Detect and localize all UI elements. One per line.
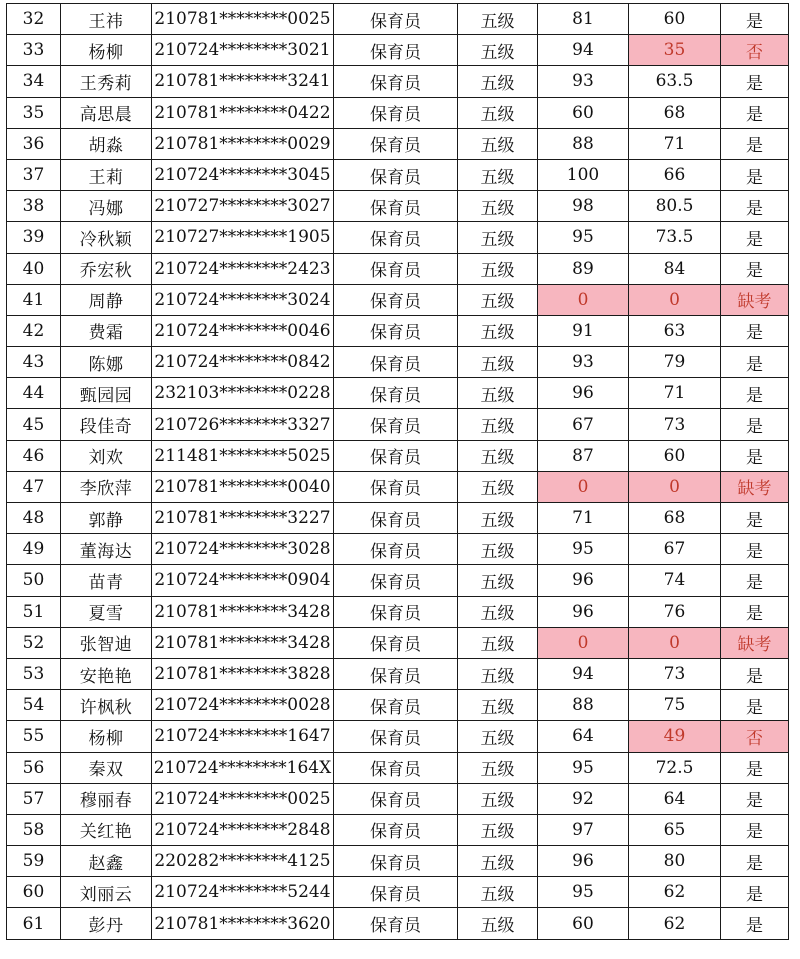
- theory-score-cell: 96: [538, 378, 629, 409]
- level-cell: 五级: [458, 4, 538, 35]
- occupation-cell: 保育员: [334, 191, 458, 222]
- theory-score-cell: 64: [538, 721, 629, 752]
- id-number-cell: 210781********3428: [152, 627, 334, 658]
- occupation-cell: 保育员: [334, 846, 458, 877]
- row-number-cell: 51: [7, 596, 61, 627]
- name-cell: 郭静: [61, 503, 152, 534]
- theory-score-cell: 95: [538, 222, 629, 253]
- id-number-cell: 210724********3024: [152, 284, 334, 315]
- level-cell: 五级: [458, 97, 538, 128]
- row-number-cell: 61: [7, 908, 61, 939]
- skill-score-cell: 73: [629, 658, 721, 689]
- skill-score-cell: 49: [629, 721, 721, 752]
- name-cell: 夏雪: [61, 596, 152, 627]
- pass-status-cell: 是: [721, 908, 789, 939]
- row-number-cell: 44: [7, 378, 61, 409]
- table-row: [7, 565, 789, 596]
- theory-score-cell: 100: [538, 159, 629, 190]
- table-row: [7, 596, 789, 627]
- id-number-cell: 220282********4125: [152, 846, 334, 877]
- id-number-cell: 210727********3027: [152, 191, 334, 222]
- level-cell: 五级: [458, 409, 538, 440]
- row-number-cell: 58: [7, 814, 61, 845]
- name-cell: 甄园园: [61, 378, 152, 409]
- occupation-cell: 保育员: [334, 814, 458, 845]
- pass-status-cell: 是: [721, 846, 789, 877]
- pass-status-cell: 是: [721, 409, 789, 440]
- table-row: [7, 191, 789, 222]
- row-number-cell: 47: [7, 471, 61, 502]
- row-number-cell: 56: [7, 752, 61, 783]
- name-cell: 陈娜: [61, 347, 152, 378]
- occupation-cell: 保育员: [334, 721, 458, 752]
- row-number-cell: 42: [7, 315, 61, 346]
- row-number-cell: 54: [7, 690, 61, 721]
- level-cell: 五级: [458, 565, 538, 596]
- level-cell: 五级: [458, 284, 538, 315]
- pass-status-cell: 是: [721, 159, 789, 190]
- id-number-cell: 210724********3028: [152, 534, 334, 565]
- name-cell: 冯娜: [61, 191, 152, 222]
- occupation-cell: 保育员: [334, 222, 458, 253]
- occupation-cell: 保育员: [334, 4, 458, 35]
- theory-score-cell: 95: [538, 534, 629, 565]
- pass-status-cell: 是: [721, 315, 789, 346]
- row-number-cell: 60: [7, 877, 61, 908]
- skill-score-cell: 60: [629, 4, 721, 35]
- table-row: [7, 877, 789, 908]
- table-row: [7, 128, 789, 159]
- row-number-cell: 52: [7, 627, 61, 658]
- theory-score-cell: 96: [538, 596, 629, 627]
- occupation-cell: 保育员: [334, 471, 458, 502]
- name-cell: 彭丹: [61, 908, 152, 939]
- table-row: [7, 783, 789, 814]
- pass-status-cell: 缺考: [721, 471, 789, 502]
- skill-score-cell: 68: [629, 97, 721, 128]
- theory-score-cell: 93: [538, 66, 629, 97]
- table-row: [7, 347, 789, 378]
- occupation-cell: 保育员: [334, 534, 458, 565]
- theory-score-cell: 88: [538, 690, 629, 721]
- theory-score-cell: 95: [538, 752, 629, 783]
- skill-score-cell: 79: [629, 347, 721, 378]
- skill-score-cell: 60: [629, 440, 721, 471]
- level-cell: 五级: [458, 159, 538, 190]
- level-cell: 五级: [458, 658, 538, 689]
- id-number-cell: 210781********0040: [152, 471, 334, 502]
- skill-score-cell: 71: [629, 128, 721, 159]
- theory-score-cell: 96: [538, 565, 629, 596]
- pass-status-cell: 是: [721, 191, 789, 222]
- id-number-cell: 210724********2423: [152, 253, 334, 284]
- occupation-cell: 保育员: [334, 783, 458, 814]
- level-cell: 五级: [458, 347, 538, 378]
- table-row: [7, 284, 789, 315]
- row-number-cell: 48: [7, 503, 61, 534]
- table-row: [7, 440, 789, 471]
- id-number-cell: 210781********0029: [152, 128, 334, 159]
- name-cell: 王秀莉: [61, 66, 152, 97]
- pass-status-cell: 缺考: [721, 627, 789, 658]
- name-cell: 杨柳: [61, 721, 152, 752]
- id-number-cell: 210724********0025: [152, 783, 334, 814]
- row-number-cell: 35: [7, 97, 61, 128]
- table-row: [7, 471, 789, 502]
- level-cell: 五级: [458, 814, 538, 845]
- id-number-cell: 210724********5244: [152, 877, 334, 908]
- name-cell: 杨柳: [61, 35, 152, 66]
- skill-score-cell: 0: [629, 627, 721, 658]
- level-cell: 五级: [458, 128, 538, 159]
- pass-status-cell: 是: [721, 877, 789, 908]
- occupation-cell: 保育员: [334, 752, 458, 783]
- table-row: [7, 658, 789, 689]
- name-cell: 苗青: [61, 565, 152, 596]
- name-cell: 赵鑫: [61, 846, 152, 877]
- pass-status-cell: 是: [721, 440, 789, 471]
- name-cell: 许枫秋: [61, 690, 152, 721]
- name-cell: 穆丽春: [61, 783, 152, 814]
- occupation-cell: 保育员: [334, 253, 458, 284]
- id-number-cell: 210781********3227: [152, 503, 334, 534]
- level-cell: 五级: [458, 191, 538, 222]
- theory-score-cell: 93: [538, 347, 629, 378]
- score-table: [6, 3, 789, 940]
- id-number-cell: 210726********3327: [152, 409, 334, 440]
- occupation-cell: 保育员: [334, 503, 458, 534]
- id-number-cell: 210724********2848: [152, 814, 334, 845]
- pass-status-cell: 是: [721, 565, 789, 596]
- occupation-cell: 保育员: [334, 877, 458, 908]
- name-cell: 乔宏秋: [61, 253, 152, 284]
- table-row: [7, 752, 789, 783]
- level-cell: 五级: [458, 253, 538, 284]
- table-row: [7, 66, 789, 97]
- pass-status-cell: 是: [721, 347, 789, 378]
- pass-status-cell: 是: [721, 690, 789, 721]
- row-number-cell: 43: [7, 347, 61, 378]
- skill-score-cell: 80.5: [629, 191, 721, 222]
- table-row: [7, 534, 789, 565]
- occupation-cell: 保育员: [334, 378, 458, 409]
- skill-score-cell: 65: [629, 814, 721, 845]
- pass-status-cell: 是: [721, 253, 789, 284]
- skill-score-cell: 68: [629, 503, 721, 534]
- table-row: [7, 97, 789, 128]
- id-number-cell: 210724********0028: [152, 690, 334, 721]
- id-number-cell: 210781********0422: [152, 97, 334, 128]
- occupation-cell: 保育员: [334, 409, 458, 440]
- occupation-cell: 保育员: [334, 440, 458, 471]
- theory-score-cell: 89: [538, 253, 629, 284]
- pass-status-cell: 是: [721, 4, 789, 35]
- level-cell: 五级: [458, 783, 538, 814]
- pass-status-cell: 是: [721, 503, 789, 534]
- theory-score-cell: 71: [538, 503, 629, 534]
- pass-status-cell: 是: [721, 752, 789, 783]
- table-row: [7, 253, 789, 284]
- occupation-cell: 保育员: [334, 35, 458, 66]
- pass-status-cell: 是: [721, 66, 789, 97]
- pass-status-cell: 否: [721, 35, 789, 66]
- row-number-cell: 39: [7, 222, 61, 253]
- theory-score-cell: 81: [538, 4, 629, 35]
- id-number-cell: 210724********3021: [152, 35, 334, 66]
- id-number-cell: 211481********5025: [152, 440, 334, 471]
- level-cell: 五级: [458, 846, 538, 877]
- skill-score-cell: 0: [629, 284, 721, 315]
- level-cell: 五级: [458, 690, 538, 721]
- theory-score-cell: 0: [538, 284, 629, 315]
- skill-score-cell: 74: [629, 565, 721, 596]
- name-cell: 段佳奇: [61, 409, 152, 440]
- skill-score-cell: 76: [629, 596, 721, 627]
- theory-score-cell: 60: [538, 908, 629, 939]
- table-row: [7, 690, 789, 721]
- row-number-cell: 57: [7, 783, 61, 814]
- occupation-cell: 保育员: [334, 658, 458, 689]
- level-cell: 五级: [458, 440, 538, 471]
- row-number-cell: 41: [7, 284, 61, 315]
- pass-status-cell: 是: [721, 783, 789, 814]
- row-number-cell: 46: [7, 440, 61, 471]
- occupation-cell: 保育员: [334, 565, 458, 596]
- pass-status-cell: 是: [721, 596, 789, 627]
- occupation-cell: 保育员: [334, 284, 458, 315]
- row-number-cell: 53: [7, 658, 61, 689]
- pass-status-cell: 是: [721, 97, 789, 128]
- table-row: [7, 35, 789, 66]
- row-number-cell: 36: [7, 128, 61, 159]
- skill-score-cell: 66: [629, 159, 721, 190]
- row-number-cell: 59: [7, 846, 61, 877]
- table-row: [7, 721, 789, 752]
- table-row: [7, 409, 789, 440]
- row-number-cell: 40: [7, 253, 61, 284]
- level-cell: 五级: [458, 471, 538, 502]
- occupation-cell: 保育员: [334, 347, 458, 378]
- table-row: [7, 908, 789, 939]
- skill-score-cell: 71: [629, 378, 721, 409]
- table-row: [7, 846, 789, 877]
- id-number-cell: 210781********3428: [152, 596, 334, 627]
- table-row: [7, 814, 789, 845]
- skill-score-cell: 72.5: [629, 752, 721, 783]
- skill-score-cell: 67: [629, 534, 721, 565]
- row-number-cell: 45: [7, 409, 61, 440]
- theory-score-cell: 98: [538, 191, 629, 222]
- theory-score-cell: 92: [538, 783, 629, 814]
- theory-score-cell: 97: [538, 814, 629, 845]
- name-cell: 胡淼: [61, 128, 152, 159]
- pass-status-cell: 是: [721, 222, 789, 253]
- skill-score-cell: 73: [629, 409, 721, 440]
- name-cell: 张智迪: [61, 627, 152, 658]
- row-number-cell: 50: [7, 565, 61, 596]
- id-number-cell: 210727********1905: [152, 222, 334, 253]
- skill-score-cell: 80: [629, 846, 721, 877]
- table-row: [7, 503, 789, 534]
- theory-score-cell: 96: [538, 846, 629, 877]
- id-number-cell: 232103********0228: [152, 378, 334, 409]
- name-cell: 王莉: [61, 159, 152, 190]
- skill-score-cell: 73.5: [629, 222, 721, 253]
- skill-score-cell: 62: [629, 877, 721, 908]
- theory-score-cell: 67: [538, 409, 629, 440]
- skill-score-cell: 0: [629, 471, 721, 502]
- name-cell: 刘欢: [61, 440, 152, 471]
- level-cell: 五级: [458, 315, 538, 346]
- level-cell: 五级: [458, 222, 538, 253]
- occupation-cell: 保育员: [334, 315, 458, 346]
- table-row: [7, 222, 789, 253]
- theory-score-cell: 0: [538, 471, 629, 502]
- name-cell: 周静: [61, 284, 152, 315]
- table-body: [7, 4, 789, 940]
- occupation-cell: 保育员: [334, 908, 458, 939]
- id-number-cell: 210781********3620: [152, 908, 334, 939]
- name-cell: 李欣萍: [61, 471, 152, 502]
- pass-status-cell: 缺考: [721, 284, 789, 315]
- table-row: [7, 378, 789, 409]
- table-row: [7, 4, 789, 35]
- occupation-cell: 保育员: [334, 66, 458, 97]
- occupation-cell: 保育员: [334, 596, 458, 627]
- row-number-cell: 33: [7, 35, 61, 66]
- level-cell: 五级: [458, 534, 538, 565]
- skill-score-cell: 64: [629, 783, 721, 814]
- theory-score-cell: 0: [538, 627, 629, 658]
- occupation-cell: 保育员: [334, 159, 458, 190]
- level-cell: 五级: [458, 596, 538, 627]
- table-row: [7, 627, 789, 658]
- id-number-cell: 210724********0046: [152, 315, 334, 346]
- level-cell: 五级: [458, 908, 538, 939]
- level-cell: 五级: [458, 378, 538, 409]
- pass-status-cell: 是: [721, 534, 789, 565]
- skill-score-cell: 75: [629, 690, 721, 721]
- id-number-cell: 210781********3828: [152, 658, 334, 689]
- name-cell: 关红艳: [61, 814, 152, 845]
- name-cell: 费霜: [61, 315, 152, 346]
- skill-score-cell: 63: [629, 315, 721, 346]
- id-number-cell: 210724********164X: [152, 752, 334, 783]
- name-cell: 安艳艳: [61, 658, 152, 689]
- theory-score-cell: 60: [538, 97, 629, 128]
- name-cell: 刘丽云: [61, 877, 152, 908]
- row-number-cell: 34: [7, 66, 61, 97]
- pass-status-cell: 是: [721, 378, 789, 409]
- row-number-cell: 38: [7, 191, 61, 222]
- skill-score-cell: 63.5: [629, 66, 721, 97]
- name-cell: 董海达: [61, 534, 152, 565]
- id-number-cell: 210724********1647: [152, 721, 334, 752]
- name-cell: 高思晨: [61, 97, 152, 128]
- theory-score-cell: 94: [538, 658, 629, 689]
- theory-score-cell: 95: [538, 877, 629, 908]
- id-number-cell: 210724********0842: [152, 347, 334, 378]
- occupation-cell: 保育员: [334, 97, 458, 128]
- occupation-cell: 保育员: [334, 690, 458, 721]
- id-number-cell: 210724********0904: [152, 565, 334, 596]
- theory-score-cell: 94: [538, 35, 629, 66]
- row-number-cell: 32: [7, 4, 61, 35]
- level-cell: 五级: [458, 721, 538, 752]
- theory-score-cell: 87: [538, 440, 629, 471]
- level-cell: 五级: [458, 503, 538, 534]
- level-cell: 五级: [458, 877, 538, 908]
- theory-score-cell: 88: [538, 128, 629, 159]
- id-number-cell: 210781********0025: [152, 4, 334, 35]
- pass-status-cell: 是: [721, 658, 789, 689]
- table-row: [7, 159, 789, 190]
- id-number-cell: 210724********3045: [152, 159, 334, 190]
- table-row: [7, 315, 789, 346]
- theory-score-cell: 91: [538, 315, 629, 346]
- name-cell: 王祎: [61, 4, 152, 35]
- level-cell: 五级: [458, 752, 538, 783]
- occupation-cell: 保育员: [334, 128, 458, 159]
- occupation-cell: 保育员: [334, 627, 458, 658]
- level-cell: 五级: [458, 66, 538, 97]
- level-cell: 五级: [458, 35, 538, 66]
- level-cell: 五级: [458, 627, 538, 658]
- pass-status-cell: 否: [721, 721, 789, 752]
- row-number-cell: 37: [7, 159, 61, 190]
- id-number-cell: 210781********3241: [152, 66, 334, 97]
- skill-score-cell: 35: [629, 35, 721, 66]
- row-number-cell: 55: [7, 721, 61, 752]
- pass-status-cell: 是: [721, 128, 789, 159]
- pass-status-cell: 是: [721, 814, 789, 845]
- skill-score-cell: 62: [629, 908, 721, 939]
- name-cell: 秦双: [61, 752, 152, 783]
- name-cell: 冷秋颖: [61, 222, 152, 253]
- skill-score-cell: 84: [629, 253, 721, 284]
- row-number-cell: 49: [7, 534, 61, 565]
